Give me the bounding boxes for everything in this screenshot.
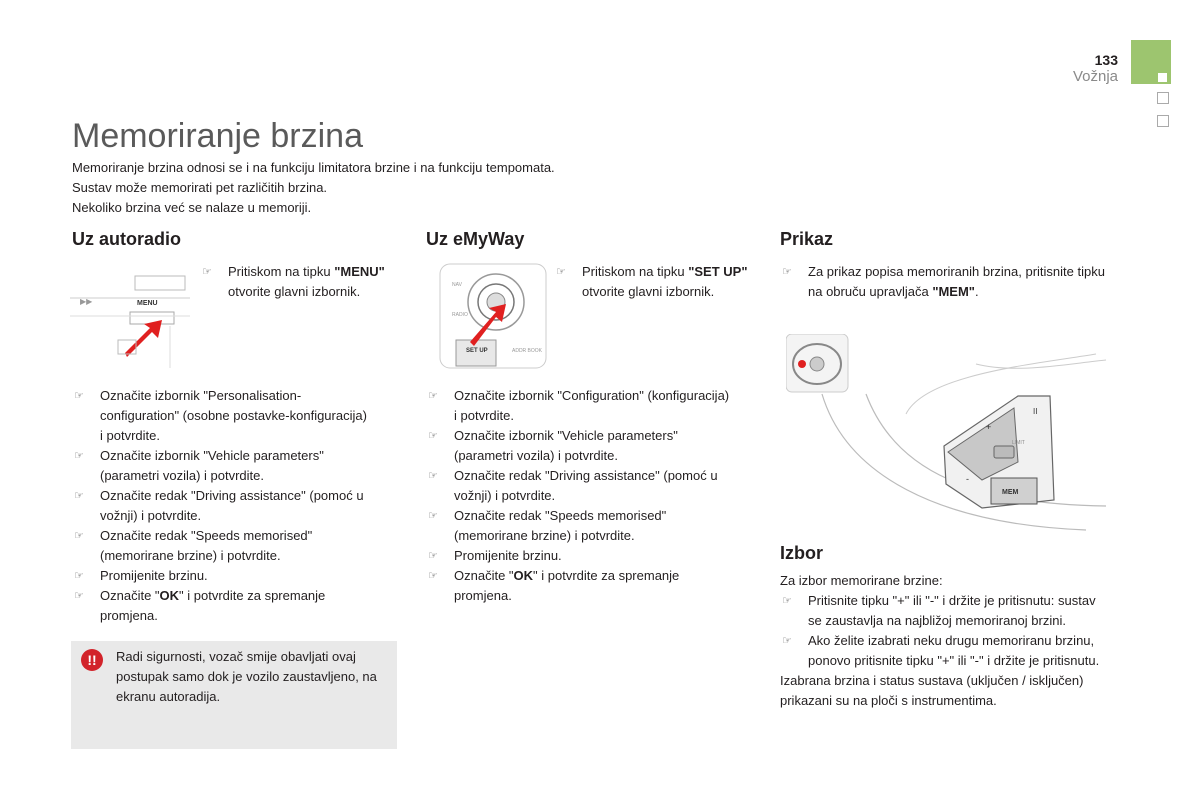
list-item: ☞ Označite izbornik "Vehicle parameters" (parametri vozila) i potvrdite. — [72, 446, 372, 486]
izbor-outro: Izabrana brzina i status sustava (uključen / isključen) prikazani su na ploči s instrumentima. — [780, 673, 1084, 708]
addr-key-label: ADDR BOOK — [512, 348, 543, 354]
intro-line: Nekoliko brzina već se nalaze u memoriji. — [72, 200, 312, 215]
emyway-heading: Uz eMyWay — [426, 229, 525, 249]
intro-line: Memoriranje brzina odnosi se i na funkciju limitatora brzine i na funkciju tempomata. — [72, 160, 555, 175]
intro-line: Sustav može memorirati pet različitih brzina. — [72, 180, 328, 195]
list-item: ☞ Označite redak "Speeds memorised" (memorirane brzine) i potvrdite. — [72, 526, 372, 566]
chapter-tab-active — [1131, 40, 1171, 84]
page-number: 133 — [1094, 52, 1118, 68]
list-item: ☞ Ako želite izabrati neku drugu memoriranu brzinu, ponovo pritisnite tipku "+" ili "-" i držite je pritisnutu. — [780, 631, 1110, 671]
tab-marker-icon — [1158, 73, 1167, 82]
step-key: "MENU" — [334, 264, 385, 279]
radio-key-label: RADIO — [452, 312, 468, 318]
pause-key-label: II — [1033, 407, 1038, 416]
izbor-text — [780, 571, 1110, 711]
step-text: Za prikaz popisa memoriranih brzina, pritisnite tipku na obruču upravljača — [808, 264, 1105, 299]
list-item: ☞ Označite "OK" i potvrdite za spremanje promjena. — [72, 586, 372, 626]
section-name: Vožnja — [1072, 68, 1118, 85]
step-key: "MEM" — [932, 284, 975, 299]
steering-wheel-illustration — [786, 334, 1108, 534]
autoradio-step — [200, 262, 390, 302]
list-item: ☞ Označite "OK" i potvrdite za spremanje promjena. — [426, 566, 731, 606]
autoradio-menu-illustration — [70, 268, 190, 368]
list-item: ☞ Promijenite brzinu. — [72, 566, 372, 586]
izbor-heading: Izbor — [780, 543, 823, 563]
step-text: otvorite glavni izbornik. — [582, 284, 715, 299]
minus-key-label: - — [966, 474, 969, 484]
step-text: . — [974, 284, 979, 299]
chapter-tab-empty — [1157, 115, 1169, 127]
chapter-tab-empty — [1157, 92, 1169, 104]
list-item: ☞ Označite izbornik "Personalisation-configuration" (osobne postavke-konfiguracija) i potvrdite. — [72, 386, 372, 446]
list-item: ☞ Označite izbornik "Configuration" (konfiguracija) i potvrdite. — [426, 386, 731, 426]
warning-box — [71, 641, 397, 749]
prikaz-step — [780, 262, 1110, 302]
nav-key-label: NAV — [452, 282, 462, 288]
izbor-intro: Za izbor memorirane brzine: — [780, 573, 943, 588]
list-item: ☞ Označite redak "Driving assistance" (pomoć u vožnji) i potvrdite. — [426, 466, 731, 506]
autoradio-steps-list — [72, 386, 372, 626]
warning-text: Radi sigurnosti, vozač smije obavljati ovaj postupak samo dok je vozilo zaustavljeno, na ekranu autoradija. — [116, 649, 377, 704]
mem-key-label: MEM — [1002, 489, 1019, 496]
emyway-setup-illustration — [438, 262, 548, 370]
prikaz-heading: Prikaz — [780, 229, 834, 249]
setup-key-label: SET UP — [466, 348, 488, 354]
menu-key-label: MENU — [137, 300, 158, 307]
emyway-steps-list — [426, 386, 731, 606]
limit-key-label: LIMIT — [1012, 440, 1025, 446]
step-key: "SET UP" — [688, 264, 748, 279]
warning-icon: !! — [81, 649, 103, 671]
list-item: ☞ Pritisnite tipku "+" ili "-" i držite je pritisnutu: sustav se zaustavlja na najbližoj memoriranoj brzini. — [780, 591, 1110, 631]
list-item: ☞ Promijenite brzinu. — [426, 546, 731, 566]
list-item: ☞ Označite redak "Speeds memorised" (memorirane brzine) i potvrdite. — [426, 506, 731, 546]
step-text: Pritiskom na tipku — [582, 264, 689, 279]
page-title: Memoriranje brzina — [72, 117, 363, 155]
plus-key-label: + — [986, 422, 992, 432]
svg-text:▶▶: ▶▶ — [80, 297, 93, 306]
intro-text — [72, 158, 692, 218]
list-item: ☞ Označite redak "Driving assistance" (pomoć u vožnji) i potvrdite. — [72, 486, 372, 526]
emyway-step — [554, 262, 754, 302]
step-text: Pritiskom na tipku — [228, 264, 335, 279]
autoradio-heading: Uz autoradio — [72, 229, 182, 249]
list-item: ☞ Označite izbornik "Vehicle parameters" (parametri vozila) i potvrdite. — [426, 426, 731, 466]
step-text: otvorite glavni izbornik. — [228, 284, 361, 299]
